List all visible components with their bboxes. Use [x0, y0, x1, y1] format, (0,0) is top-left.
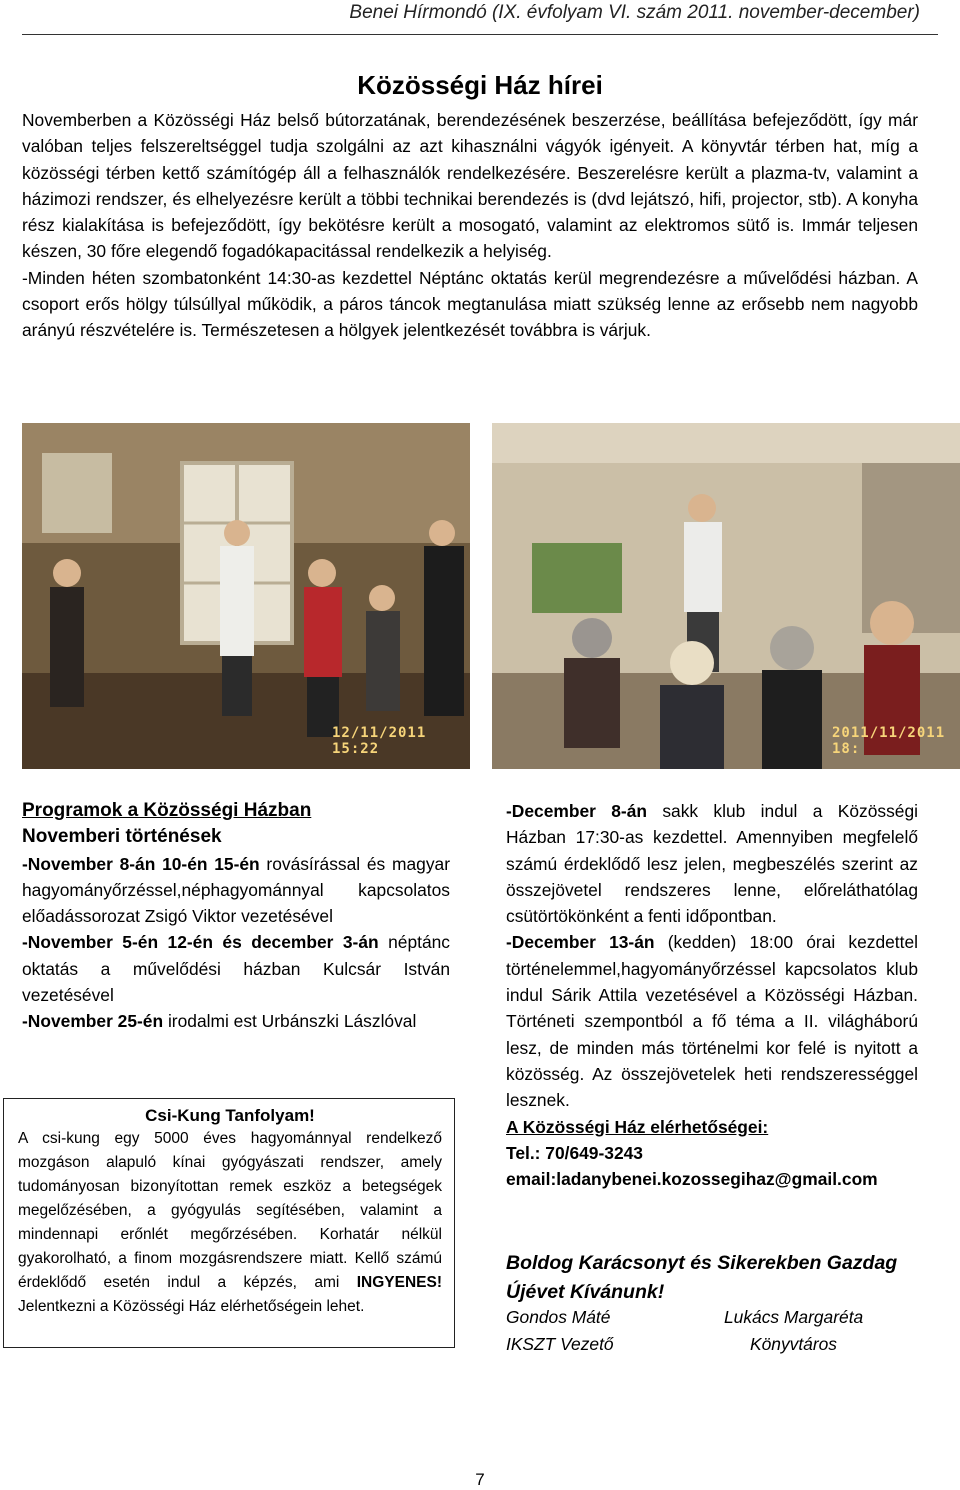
- intro-paragraph-1: Novemberben a Közösségi Ház belső bútorzatának, berendezésének beszerzése, beállítása befejeződött, így már valóban teljes felszereltséggel tudja szolgálni az azt kihasználni vágyók igényeit. A könyvtár térben hat, míg a közösségi térben kettő számítógép áll a felhasználók rendelkezésére. Beszerelésre került a plazma-tv, valamint a házimozi rendszer, és elhelyezésre került a többi technikai berendezés is (dvd lejátszó, hifi, projector, stb). A konyha rész kialakítása is befejeződött, így bekötésre került a mosogató, valamint az elektromos sütő is. Immár teljesen készen, 30 főre elegendő fogadókapacitással rendelkezik a helyiség.: [22, 110, 918, 262]
- program-item-1-dates: -November 8-án 10-én 15-én: [22, 853, 260, 874]
- program-item-2: [22, 929, 450, 1008]
- holiday-greeting: Boldog Karácsonyt és Sikerekben Gazdag Újévet Kívánunk!: [506, 1252, 898, 1303]
- december-item-1-date: -December 8-án: [506, 801, 647, 821]
- december-item-2: [506, 929, 918, 1113]
- december-column: [506, 798, 918, 1192]
- photo-strip: [22, 423, 960, 769]
- qigong-text-main: A csi-kung egy 5000 éves hagyománnyal rendelkező mozgáson alapuló kínai gyógyászati rendszer, amely tudományosan bizonyítottan remek eszköz a betegségek megelőzésében, a gyógyulás segítésében, valamint a mindennapi erőnlét megőrzésében. Korhatár nélkül gyakorolható, a finom mozgásrendszere miatt. Kellő számú érdeklődő esetén indul a képzés, ami: [18, 1130, 442, 1291]
- photo-timestamp-left: 12/11/2011 15:22: [332, 725, 427, 757]
- qigong-text-end: Jelentkezni a Közösségi Ház elérhetőségein lehet.: [18, 1298, 365, 1315]
- page-number: 7: [475, 1470, 485, 1489]
- program-item-2-dates: -November 5-én 12-én és december 3-án: [22, 932, 379, 953]
- program-item-3-text: irodalmi est Urbánszki Lászlóval: [163, 1011, 417, 1032]
- december-item-2-text: (kedden) 18:00 órai kezdettel történelemmel,hagyományőrzéssel kapcsolatos klub indul Sárik Attila vezetésével a Közösségi Házban. Történeti szempontból a fő téma a II. világháború lesz, de minden más történelmi kor felé is nyitott a közösség. Az összejövetelek heti rendszerességgel lesznek.: [506, 932, 919, 1111]
- program-item-3: [22, 1008, 450, 1034]
- programs-column: [22, 798, 450, 1035]
- header-rule: [22, 34, 938, 35]
- program-item-1: [22, 851, 450, 930]
- signature-role-1: IKSZT Vezető: [506, 1334, 614, 1354]
- photo-timestamp-right: 2011/11/2011 18:: [832, 725, 946, 757]
- december-item-2-date: -December 13-án: [506, 932, 655, 953]
- programs-subheading: Novemberi történések: [22, 826, 222, 848]
- programs-heading: Programok a Közösségi Házban: [22, 800, 312, 821]
- newsletter-header: Benei Hírmondó (IX. évfolyam VI. szám 2011. november-december): [349, 2, 920, 23]
- contact-phone: Tel.: 70/649-3243: [506, 1142, 643, 1163]
- intro-section: [22, 107, 918, 344]
- intro-paragraph-2: -Minden héten szombatonként 14:30-as kezdettel Néptánc oktatás kerül megrendezésre a művelődési házban. A csoport erős hölgy túlsúllyal működik, a páros táncok megtanulása miatt szükség lenne az erősebb nem nagyobb arányú részvételére is. Természetesen a hölgyek jelentkezését továbbra is várjuk.: [22, 267, 918, 341]
- signature-role-2: Könyvtáros: [750, 1334, 837, 1354]
- qigong-text: [18, 1127, 442, 1319]
- signature-name-1: Gondos Máté: [506, 1307, 611, 1327]
- december-item-1-text: sakk klub indul a Közösségi Házban 17:30-as kezdettel. Amennyiben megfelelő számú érdeklődő lesz jelen, megbeszélés szerint az összejövetel rendszeres lenne, előreláthatólag csütörtökönként a fenti időpontban.: [506, 801, 918, 927]
- signature-name-2: Lukács Margaréta: [724, 1307, 864, 1327]
- qigong-free-label: INGYENES!: [356, 1274, 442, 1291]
- club-meeting-photo: [492, 423, 960, 769]
- page-title: Közösségi Ház hírei: [357, 70, 603, 100]
- qigong-box: [3, 1098, 455, 1348]
- program-item-3-dates: -November 25-én: [22, 1011, 164, 1032]
- contact-email: email:ladanybenei.kozossegihaz@gmail.com: [506, 1169, 878, 1190]
- dance-class-photo: [22, 423, 470, 769]
- contact-heading: A Közösségi Ház elérhetőségei:: [506, 1116, 769, 1137]
- program-item-2-text: néptánc oktatás a művelődési házban Kulcsár István vezetésével: [22, 932, 450, 1006]
- program-item-1-text: rovásírással és magyar hagyományőrzéssel,néphagyománnyal kapcsolatos előadássorozat Zsigó Viktor vezetésével: [22, 853, 450, 927]
- december-item-1: [506, 798, 918, 929]
- qigong-title: Csi-Kung Tanfolyam!: [145, 1106, 315, 1125]
